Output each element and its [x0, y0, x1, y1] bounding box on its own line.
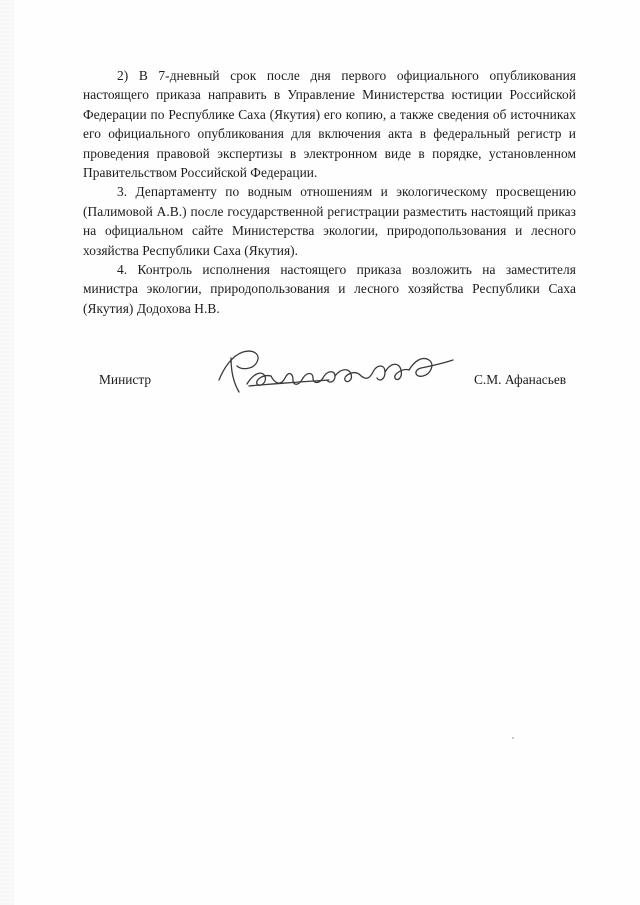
- signer-name: С.М. Афанасьев: [474, 372, 567, 387]
- handwritten-signature: [209, 340, 469, 400]
- paragraph-item-4: 4. Контроль исполнения настоящего приказа возложить на заместителя министра экологии, природопользования и лесного хозяйства Республики Саха (Якутия) Додохова Н.В.: [83, 262, 576, 316]
- document-body: [83, 66, 576, 318]
- scan-edge-artifact: [0, 0, 14, 905]
- signer-title: Министр: [99, 372, 152, 387]
- signature-block: [83, 340, 583, 400]
- paragraph-item-3: 3. Департаменту по водным отношениям и экологическому просвещению (Палимовой А.В.) после государственной регистрации разместить настоящий приказ на официальном сайте Министерства экологии, природопользования и лесного хозяйства Республики Саха (Якутия).: [83, 184, 576, 258]
- paragraph-item-2: 2) В 7-дневный срок после дня первого официального опубликования настоящего приказа направить в Управление Министерства юстиции Российской Федерации по Республике Саха (Якутия) его копию, а также сведения об источниках его официального опубликования для включения акта в федеральный регистр и проведения правовой экспертизы в электронном виде в порядке, установленном Правительством Российской Федерации.: [83, 68, 576, 181]
- scan-speck: [512, 737, 514, 739]
